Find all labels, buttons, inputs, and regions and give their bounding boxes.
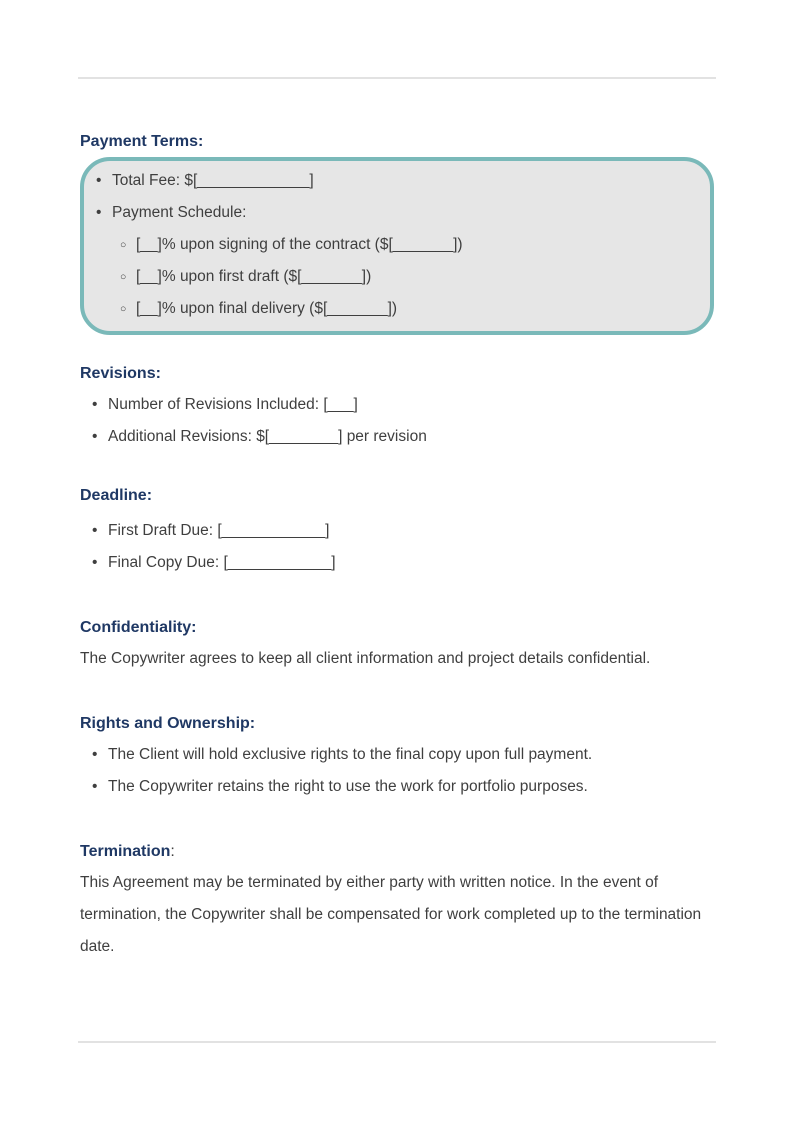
payment-schedule-sublist [112, 229, 694, 325]
revisions-included-item: • Number of Revisions Included: [___] [80, 389, 714, 421]
bottom-divider [78, 1041, 716, 1043]
revisions-list [80, 389, 714, 453]
copywriter-portfolio-item: • The Copywriter retains the right to use the work for portfolio purposes. [80, 771, 714, 803]
payment-schedule-item [84, 197, 694, 325]
termination-heading [80, 839, 714, 865]
rights-and-ownership-heading: Rights and Ownership: [80, 715, 256, 732]
payment-terms-highlight-box [80, 157, 714, 335]
schedule-final-delivery-item: ○ [__]% upon final delivery ($[_______]) [112, 293, 694, 325]
additional-revisions-item: • Additional Revisions: $[________] per revision [80, 421, 714, 453]
termination-heading-word: Termination [80, 843, 171, 860]
deadline-list [80, 515, 714, 579]
payment-terms-heading: Payment Terms: [80, 133, 204, 150]
termination-heading-colon: : [170, 843, 175, 860]
total-fee-item: • Total Fee: $[_____________] [84, 165, 694, 197]
rights-list [80, 739, 714, 803]
confidentiality-paragraph: The Copywriter agrees to keep all client information and project details confidential. [80, 650, 651, 667]
document-content [80, 0, 714, 963]
schedule-first-draft-item: ○ [__]% upon first draft ($[_______]) [112, 261, 694, 293]
payment-schedule-label: Payment Schedule: [112, 204, 247, 221]
final-copy-due-item: • Final Copy Due: [____________] [80, 547, 714, 579]
confidentiality-heading: Confidentiality: [80, 619, 197, 636]
revisions-heading: Revisions: [80, 365, 161, 382]
schedule-signing-item: ○ [__]% upon signing of the contract ($[_______]) [112, 229, 694, 261]
first-draft-due-item: • First Draft Due: [____________] [80, 515, 714, 547]
client-rights-item: • The Client will hold exclusive rights to the final copy upon full payment. [80, 739, 714, 771]
termination-paragraph: This Agreement may be terminated by either party with written notice. In the event of termination, the Copywriter shall be compensated for work completed up to the termination date. [80, 874, 702, 955]
deadline-heading: Deadline: [80, 487, 153, 504]
payment-terms-list [84, 165, 694, 325]
